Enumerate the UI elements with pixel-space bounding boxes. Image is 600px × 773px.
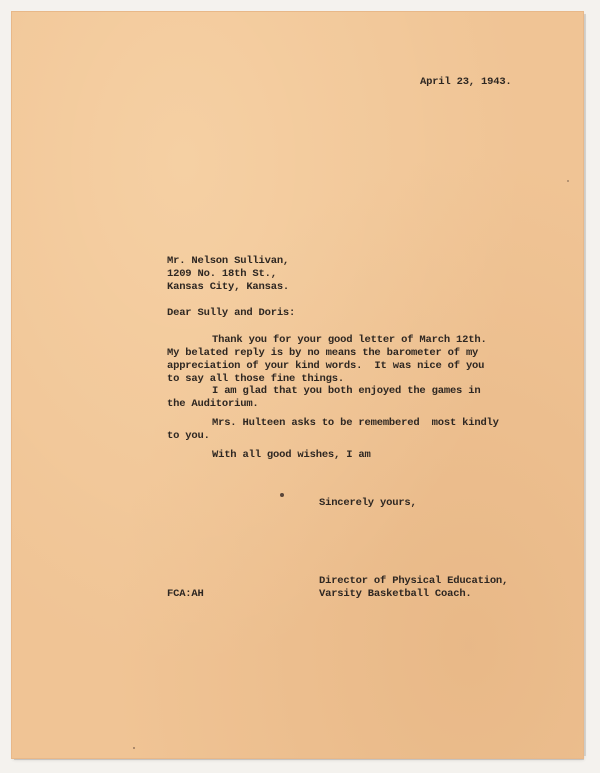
paragraph-4-line-1: With all good wishes, I am bbox=[212, 449, 371, 461]
signer-title-line-2: Varsity Basketball Coach. bbox=[319, 588, 472, 600]
letter-page bbox=[12, 12, 583, 758]
closing: Sincerely yours, bbox=[319, 497, 417, 509]
paragraph-2-line-1: I am glad that you both enjoyed the games in bbox=[212, 385, 481, 397]
salutation: Dear Sully and Doris: bbox=[167, 307, 296, 319]
letter-date: April 23, 1943. bbox=[420, 76, 512, 88]
paragraph-1-line-1: Thank you for your good letter of March 12th. bbox=[212, 334, 487, 346]
ink-speck bbox=[280, 493, 284, 497]
paragraph-3-line-1: Mrs. Hulteen asks to be remembered most kindly bbox=[212, 417, 499, 429]
paragraph-1-line-4: to say all those fine things. bbox=[167, 373, 344, 385]
signer-title-line-1: Director of Physical Education, bbox=[319, 575, 509, 587]
paragraph-1-line-3: appreciation of your kind words. It was nice of you bbox=[167, 360, 485, 372]
recipient-city: Kansas City, Kansas. bbox=[167, 281, 290, 293]
paragraph-2-line-2: the Auditorium. bbox=[167, 398, 259, 410]
recipient-name: Mr. Nelson Sullivan, bbox=[167, 255, 290, 267]
reference-initials: FCA:AH bbox=[167, 588, 204, 600]
ink-speck bbox=[133, 747, 135, 749]
paragraph-1-line-2: My belated reply is by no means the barometer of my bbox=[167, 347, 479, 359]
paragraph-3-line-2: to you. bbox=[167, 430, 210, 442]
recipient-street: 1209 No. 18th St., bbox=[167, 268, 277, 280]
ink-speck bbox=[567, 180, 569, 182]
